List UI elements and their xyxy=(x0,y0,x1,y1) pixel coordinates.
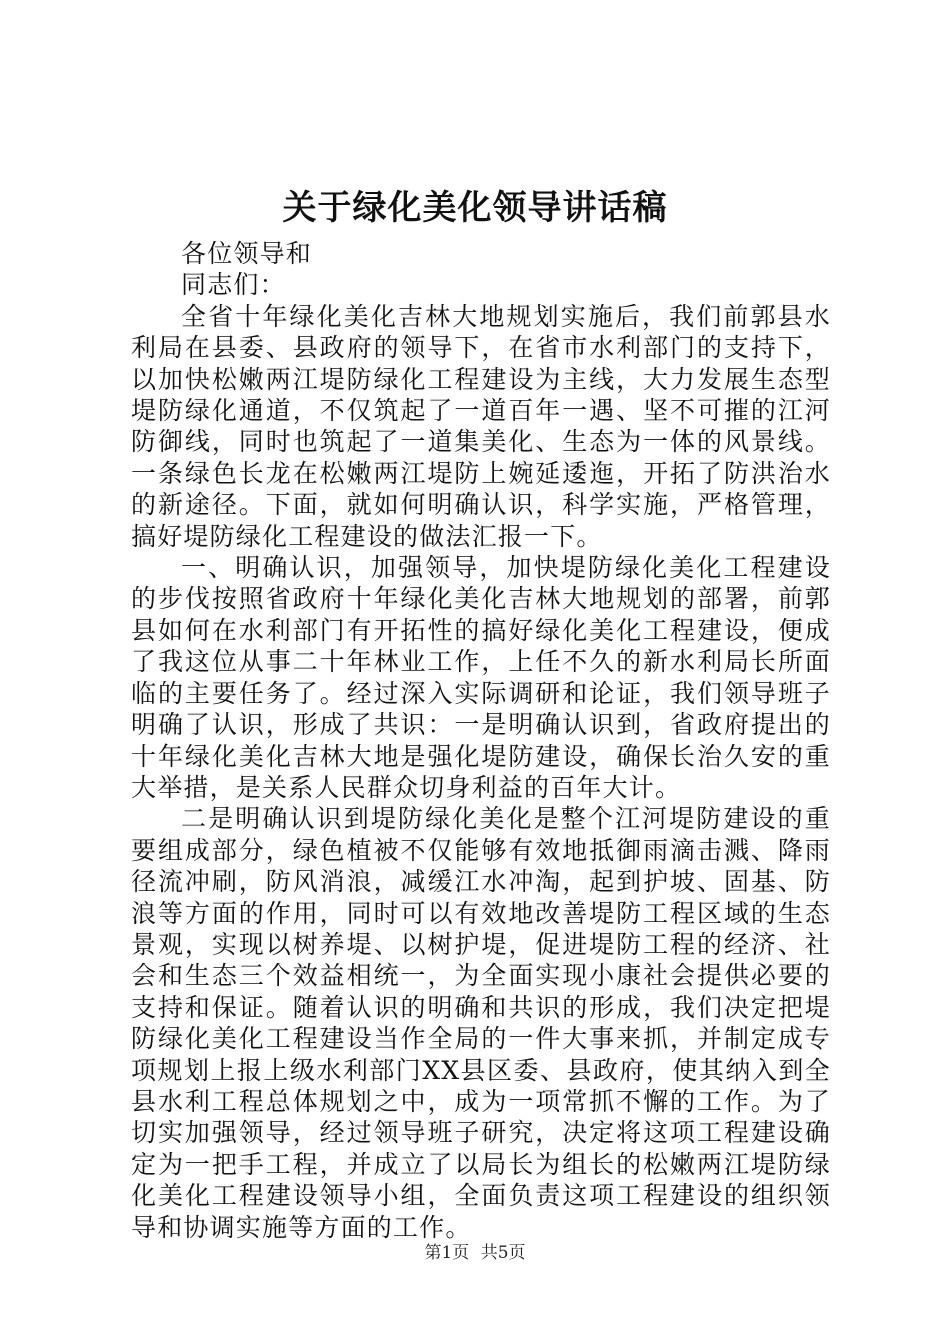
body-paragraph: 一、明确认识，加强领导，加快堤防绿化美化工程建设的步伐按照省政府十年绿化美化吉林大地规划的部署，前郭县如何在水利部门有开拓性的搞好绿化美化工程建设，便成了我这位从事二十年林业工作，上任不久的新水利局长所面临的主要任务了。经过深入实际调研和论证，我们领导班子明确了认识，形成了共识：一是明确认识到，省政府提出的十年绿化美化吉林大地是强化堤防建设，确保长治久安的重大举措，是关系人民群众切身利益的百年大计。 xyxy=(131,553,831,802)
salutation-line-2: 同志们： xyxy=(181,270,286,300)
page-total: 共5页 xyxy=(480,1243,526,1263)
body-paragraph: 全省十年绿化美化吉林大地规划实施后，我们前郭县水利局在县委、县政府的领导下，在省市水利部门的支持下，以加快松嫩两江堤防绿化工程建设为主线，大力发展生态型堤防绿化通道，不仅筑起了一道百年一遇、坚不可摧的江河防御线，同时也筑起了一道集美化、生态为一体的风景线。一条绿色长龙在松嫩两江堤防上婉延逶迤，开拓了防洪治水的新途径。下面，就如何明确认识，科学实施，严格管理，搞好堤防绿化工程建设的做法汇报一下。 xyxy=(131,301,831,551)
document-title: 关于绿化美化领导讲话稿 xyxy=(282,188,668,228)
page-footer xyxy=(0,1242,950,1264)
salutation-line-1: 各位领导和 xyxy=(181,239,313,268)
document-body xyxy=(131,238,831,1243)
body-paragraph: 二是明确认识到堤防绿化美化是整个江河堤防建设的重要组成部分，绿色植被不仅能够有效地抵御雨滴击溅、降雨径流冲刷，防风消浪，减缓江水冲淘，起到护坡、固基、防浪等方面的作用，同时可以有效地改善堤防工程区域的生态景观，实现以树养堤、以树护堤，促进堤防工程的经济、社会和生态三个效益相统一，为全面实现小康社会提供必要的支持和保证。随着认识的明确和共识的形成，我们决定把堤防绿化美化工程建设当作全局的一件大事来抓，并制定成专项规划上报上级水利部门XX县区委、县政府，使其纳入到全县水利工程总体规划之中，成为一项常抓不懈的工作。为了切实加强领导，经过领导班子研究，决定将这项工程建设确定为一把手工程，并成立了以局长为组长的松嫩两江堤防绿化美化工程建设领导小组，全面负责这项工程建设的组织领导和协调实施等方面的工作。 xyxy=(131,804,831,1242)
page-number: 第1页 xyxy=(424,1243,470,1263)
